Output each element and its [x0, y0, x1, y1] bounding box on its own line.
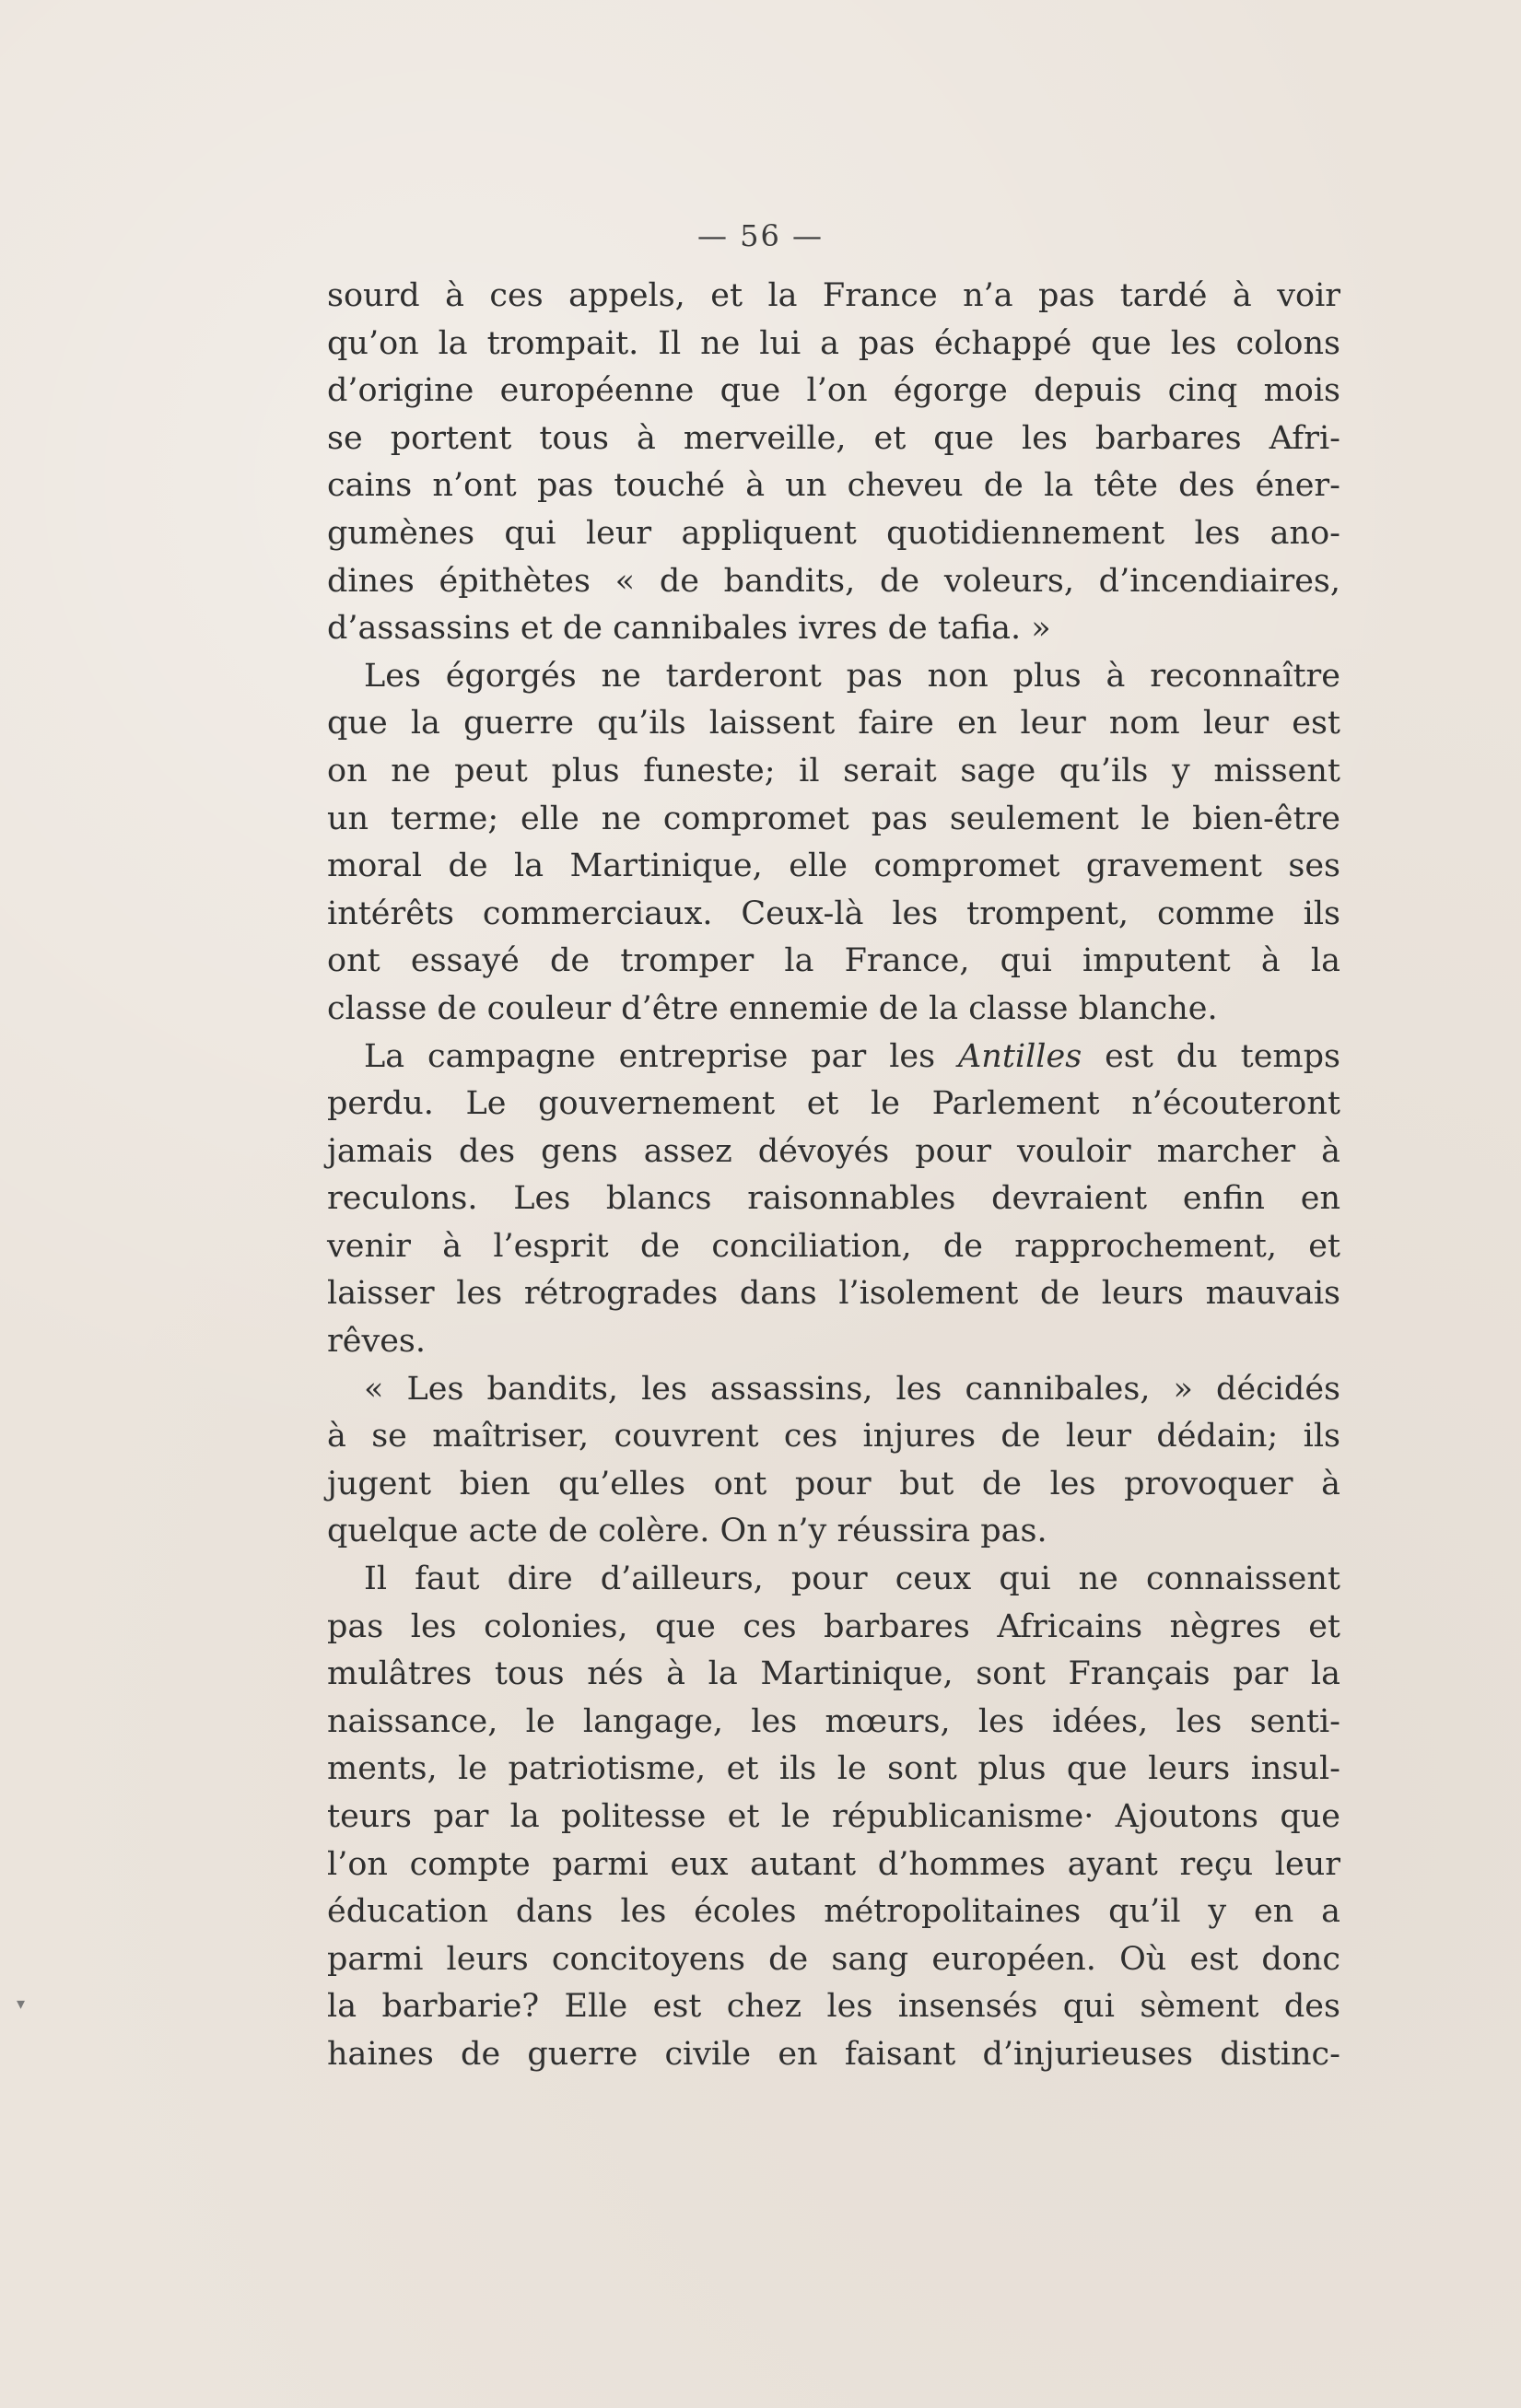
text-line: teurs par la politesse et le républicanisme· Ajoutons que [327, 1798, 1340, 1835]
text-line: moral de la Martinique, elle compromet gravement ses [327, 847, 1340, 885]
text-line: se portent tous à merveille, et que les barbares Afri- [327, 419, 1340, 457]
text-line: laisser les rétrogrades dans l’isolement de leurs mauvais [327, 1275, 1340, 1313]
text-line: intérêts commerciaux. Ceux-là les trompent, comme ils [327, 894, 1340, 932]
text-line: quelque acte de colère. On n’y réussira pas. [327, 1513, 1047, 1550]
text-line: à se maîtriser, couvrent ces injures de leur dédain; ils [327, 1418, 1340, 1455]
text-line: haines de guerre civile en faisant d’injurieuses distinc- [327, 2035, 1340, 2073]
text-line: un terme; elle ne compromet pas seulement le bien-être [327, 800, 1340, 837]
text-line: rêves. [327, 1323, 427, 1361]
text-line: d’assassins et de cannibales ivres de tafia. » [327, 610, 1051, 648]
text-line: cains n’ont pas touché à un cheveu de la tête des éner- [327, 467, 1340, 505]
paragraph-2 [327, 653, 1340, 1034]
text-line: que la guerre qu’ils laissent faire en leur nom leur est [327, 705, 1340, 742]
text-line: Les égorgés ne tarderont pas non plus à reconnaître [364, 657, 1340, 695]
text-line: ont essayé de tromper la France, qui imputent à la [327, 942, 1340, 980]
text-line: reculons. Les blancs raisonnables devraient enfin en [327, 1180, 1340, 1218]
text-line: qu’on la trompait. Il ne lui a pas échappé que les colons [327, 324, 1340, 362]
text-line: classe de couleur d’être ennemie de la classe blanche. [327, 989, 1218, 1027]
text-line: dines épithètes « de bandits, de voleurs, d’incendiaires, [327, 562, 1340, 600]
paragraph-5 [327, 1556, 1340, 2079]
journal-title: Antilles [958, 1037, 1082, 1075]
text-line: éducation dans les écoles métropolitaines qu’il y en a [327, 1893, 1340, 1931]
text-line: Il faut dire d’ailleurs, pour ceux qui ne connaissent [364, 1561, 1340, 1598]
text-line: on ne peut plus funeste; il serait sage qu’ils y missent [327, 752, 1340, 789]
text-line: gumènes qui leur appliquent quotidiennement les ano- [327, 514, 1340, 552]
text-run: est du temps [1082, 1037, 1340, 1075]
body-text [327, 273, 1340, 2079]
margin-mark: ▾ [17, 1994, 26, 2014]
text-line: mulâtres tous nés à la Martinique, sont Français par la [327, 1655, 1340, 1693]
text-line: ments, le patriotisme, et ils le sont plus que leurs insul- [327, 1750, 1340, 1788]
text-line: venir à l’esprit de conciliation, de rapprochement, et [327, 1227, 1340, 1265]
text-line: sourd à ces appels, et la France n’a pas tardé à voir [327, 277, 1340, 314]
text-line: « Les bandits, les assassins, les cannibales, » décidés [364, 1370, 1340, 1408]
text-line: jugent bien qu’elles ont pour but de les provoquer à [327, 1465, 1340, 1502]
text-line: parmi leurs concitoyens de sang européen. Où est donc [327, 1940, 1340, 1978]
text-line [327, 1034, 1340, 1081]
paragraph-1 [327, 273, 1340, 653]
paragraph-3 [327, 1034, 1340, 1366]
paragraph-4 [327, 1366, 1340, 1556]
text-line: pas les colonies, que ces barbares Africains nègres et [327, 1607, 1340, 1645]
text-line: l’on compte parmi eux autant d’hommes ayant reçu leur [327, 1845, 1340, 1883]
text-line: la barbarie? Elle est chez les insensés qui sèment des [327, 1988, 1340, 2026]
page-number: — 56 — [696, 218, 825, 253]
text-line: perdu. Le gouvernement et le Parlement n’écouteront [327, 1085, 1340, 1123]
text-run: La campagne entreprise par les [364, 1037, 959, 1075]
text-line: d’origine européenne que l’on égorge depuis cinq mois [327, 372, 1340, 410]
text-line: naissance, le langage, les mœurs, les idées, les senti- [327, 1702, 1340, 1740]
text-line: jamais des gens assez dévoyés pour vouloir marcher à [327, 1132, 1340, 1170]
